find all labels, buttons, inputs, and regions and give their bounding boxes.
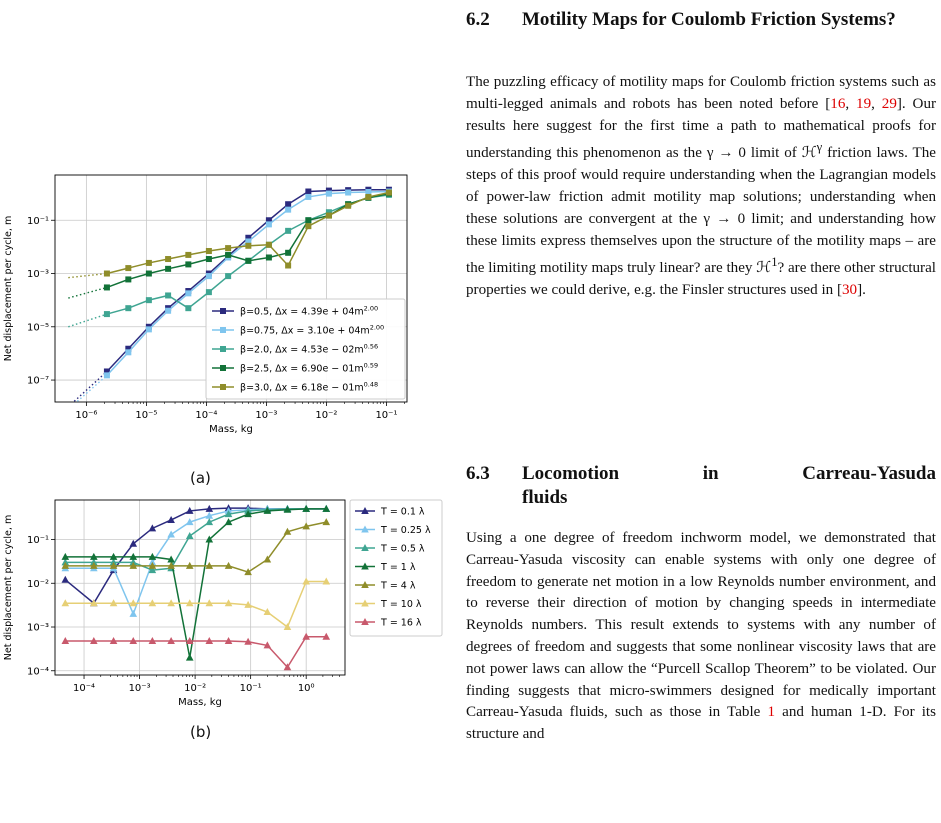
data-point <box>345 190 351 196</box>
section-heading-6-2 <box>466 8 936 32</box>
data-point <box>305 194 311 200</box>
text-run: The puzzling efficacy of motility maps for Coulomb friction systems such as multi-legged animals and robots has been noted before [ <box>466 74 936 112</box>
data-point <box>125 276 131 282</box>
y-tick-label: 10⁻² <box>26 578 49 590</box>
figure-panels <box>0 0 450 823</box>
data-point <box>285 250 291 256</box>
data-point <box>284 623 292 630</box>
legend-entry: T = 0.5 λ <box>381 543 425 555</box>
x-tick-label: 10⁻⁶ <box>75 410 98 421</box>
data-point <box>129 610 137 617</box>
chart-a <box>0 160 450 540</box>
section-title: Motility Maps for Coulomb Friction Systems? <box>522 9 896 30</box>
title-word: Carreau-Yasuda <box>802 463 936 484</box>
legend-entry: β=0.5, $\Delta x = 4.39e + 04m^{2.00}$ <box>240 304 379 318</box>
legend-entry: T = 0.25 λ <box>381 525 431 536</box>
data-point <box>104 271 110 277</box>
data-point <box>305 223 311 229</box>
y-tick-label: 10⁻⁵ <box>26 322 49 334</box>
data-point <box>146 271 152 277</box>
series-line <box>65 509 326 614</box>
legend-entry: T = 16 λ <box>381 617 422 629</box>
data-point <box>206 256 212 262</box>
legend-entry: β=2.0, $\Delta x = 4.53e - 02m^{0.56}$ <box>240 342 379 356</box>
title-word: in <box>702 463 719 484</box>
caption-b: (b) <box>190 723 212 741</box>
data-point <box>245 258 251 264</box>
data-point <box>146 297 152 303</box>
text-run: ]. Our results here suggest for the first time a path to mathematical proofs for understanding this phenomenon as the γ → 0 limit of ℋ <box>466 95 937 162</box>
table-link[interactable]: 1 <box>767 704 776 721</box>
citation-link[interactable]: 30 <box>841 282 858 299</box>
data-point <box>285 228 291 234</box>
title-word: fluids <box>522 487 568 508</box>
title-word: Locomotion <box>522 463 620 484</box>
x-tick-label: 10⁰ <box>297 683 315 694</box>
data-point <box>206 248 212 254</box>
section-heading-6-3 <box>466 462 936 510</box>
text-run: Using a one degree of freedom inchworm model, we demonstrated that Carreau-Yasuda viscosity can enable systems with only one degree of freedom to generate net motion in a low Reynolds number environment, and to reverse their direction of motion by changing speeds in intermediate Reynolds numbers. This result extends to systems with any number of degrees of freedom and suggests that some nonlinear viscosity laws that are not power laws can allow the “Purcell Scallop Theorem” to be violated. Our finding suggests that micro-swimmers designed for medically important Carreau-Yasuda fluids, such as those <box>466 530 936 721</box>
data-point <box>322 518 330 525</box>
section-number: 6.3 <box>466 463 490 484</box>
legend-marker <box>220 327 226 333</box>
legend-entry: β=3.0, $\Delta x = 6.18e - 01m^{0.48}$ <box>240 380 379 394</box>
data-point <box>266 254 272 260</box>
data-point <box>305 217 311 223</box>
series-line <box>107 195 389 314</box>
legend-marker <box>220 346 226 352</box>
data-point <box>285 207 291 213</box>
citation-link[interactable]: 16 <box>830 95 846 112</box>
data-point <box>104 372 110 378</box>
data-point <box>165 266 171 272</box>
citation-link[interactable]: 19 <box>856 95 872 112</box>
legend-entry: T = 10 λ <box>381 599 422 610</box>
data-point <box>167 531 175 538</box>
text-run: in Table <box>708 704 768 721</box>
legend-entry: T = 1 λ <box>381 562 416 573</box>
fit-extrapolation <box>68 274 107 278</box>
x-axis-label: Mass, kg <box>178 697 222 708</box>
data-point <box>165 292 171 298</box>
data-point <box>266 221 272 227</box>
data-point <box>206 289 212 295</box>
data-point <box>225 245 231 251</box>
x-tick-label: 10⁻² <box>184 683 207 694</box>
plot-frame <box>55 500 345 675</box>
data-point <box>62 576 70 583</box>
y-tick-label: 10⁻³ <box>26 269 49 281</box>
x-tick-label: 10⁻¹ <box>375 410 398 421</box>
legend-entry: β=0.75, $\Delta x = 3.10e + 04m^{2.00}$ <box>240 323 385 337</box>
legend-entry: T = 0.1 λ <box>381 506 425 518</box>
data-point <box>305 189 311 195</box>
data-point <box>365 194 371 200</box>
legend-marker <box>220 308 226 314</box>
legend-marker <box>220 384 226 390</box>
data-point <box>185 261 191 267</box>
data-point <box>225 273 231 279</box>
data-point <box>285 201 291 207</box>
data-point <box>146 260 152 266</box>
data-point <box>326 191 332 197</box>
text-run: friction laws. The steps of this proof would require understanding when the Lagrangian models of power-law friction admit motility map solutions; understanding when these solutions are convergent at the γ → 0 limit; and understanding how these limits express themselves upon the structure of the motility maps – are the limiting motility maps truly linear? are they ℋ <box>466 145 936 277</box>
x-tick-label: 10⁻³ <box>255 410 278 421</box>
data-point <box>125 265 131 271</box>
x-axis-label: Mass, kg <box>209 424 253 435</box>
plot-area <box>62 504 331 670</box>
text-run: ? are there other structural properties we could derive, e.g. the Finsler structures used in [ <box>466 260 936 299</box>
citation-link[interactable]: 29 <box>881 95 897 112</box>
data-point <box>185 305 191 311</box>
data-point <box>104 311 110 317</box>
data-point <box>125 349 131 355</box>
data-point <box>386 190 392 196</box>
section-number: 6.2 <box>466 9 490 30</box>
x-tick-label: 10⁻¹ <box>239 683 262 694</box>
data-point <box>225 252 231 258</box>
fit-extrapolation <box>68 371 107 406</box>
legend-entry: T = 4 λ <box>381 580 416 592</box>
y-tick-label: 10⁻¹ <box>26 215 49 227</box>
data-point <box>266 242 272 248</box>
data-point <box>185 290 191 296</box>
data-point <box>125 305 131 311</box>
data-point <box>326 213 332 219</box>
y-axis-label: Net displacement per cycle, m <box>3 215 14 362</box>
y-axis-label: Net displacement per cycle, m <box>3 514 14 661</box>
x-tick-label: 10⁻⁴ <box>73 683 96 694</box>
series-line <box>65 508 326 603</box>
text-run: , <box>871 95 882 112</box>
legend-marker <box>220 365 226 371</box>
x-tick-label: 10⁻⁵ <box>135 410 158 421</box>
data-point <box>104 284 110 290</box>
y-tick-label: 10⁻³ <box>26 622 49 634</box>
y-tick-label: 10⁻¹ <box>26 535 49 547</box>
legend-entry: β=2.5, $\Delta x = 6.90e - 01m^{0.59}$ <box>240 361 379 375</box>
data-point <box>206 273 212 279</box>
paragraph-6-3 <box>466 528 936 746</box>
data-point <box>146 326 152 332</box>
y-tick-label: 10⁻⁷ <box>26 375 49 387</box>
data-point <box>165 256 171 262</box>
paragraph-6-2 <box>466 72 936 302</box>
section-title <box>522 462 936 510</box>
x-tick-label: 10⁻⁴ <box>195 410 218 421</box>
y-tick-label: 10⁻⁴ <box>26 666 49 678</box>
x-tick-label: 10⁻² <box>315 410 338 421</box>
text-run: , <box>845 95 857 112</box>
data-point <box>186 654 194 661</box>
data-point <box>165 308 171 314</box>
x-tick-label: 10⁻³ <box>128 683 151 694</box>
data-point <box>345 203 351 209</box>
fit-extrapolation <box>68 314 107 327</box>
series-line <box>65 637 326 668</box>
caption-a: (a) <box>190 469 211 487</box>
data-point <box>285 263 291 269</box>
data-point <box>186 532 194 539</box>
data-point <box>245 243 251 249</box>
fit-extrapolation <box>68 287 107 298</box>
text-run: and human 1-D. For its structure and <box>466 704 936 743</box>
text-run: ]. <box>857 282 866 299</box>
superscript: γ <box>816 140 823 155</box>
data-point <box>185 252 191 258</box>
superscript: 1 <box>771 255 778 270</box>
chart-b <box>0 490 450 715</box>
